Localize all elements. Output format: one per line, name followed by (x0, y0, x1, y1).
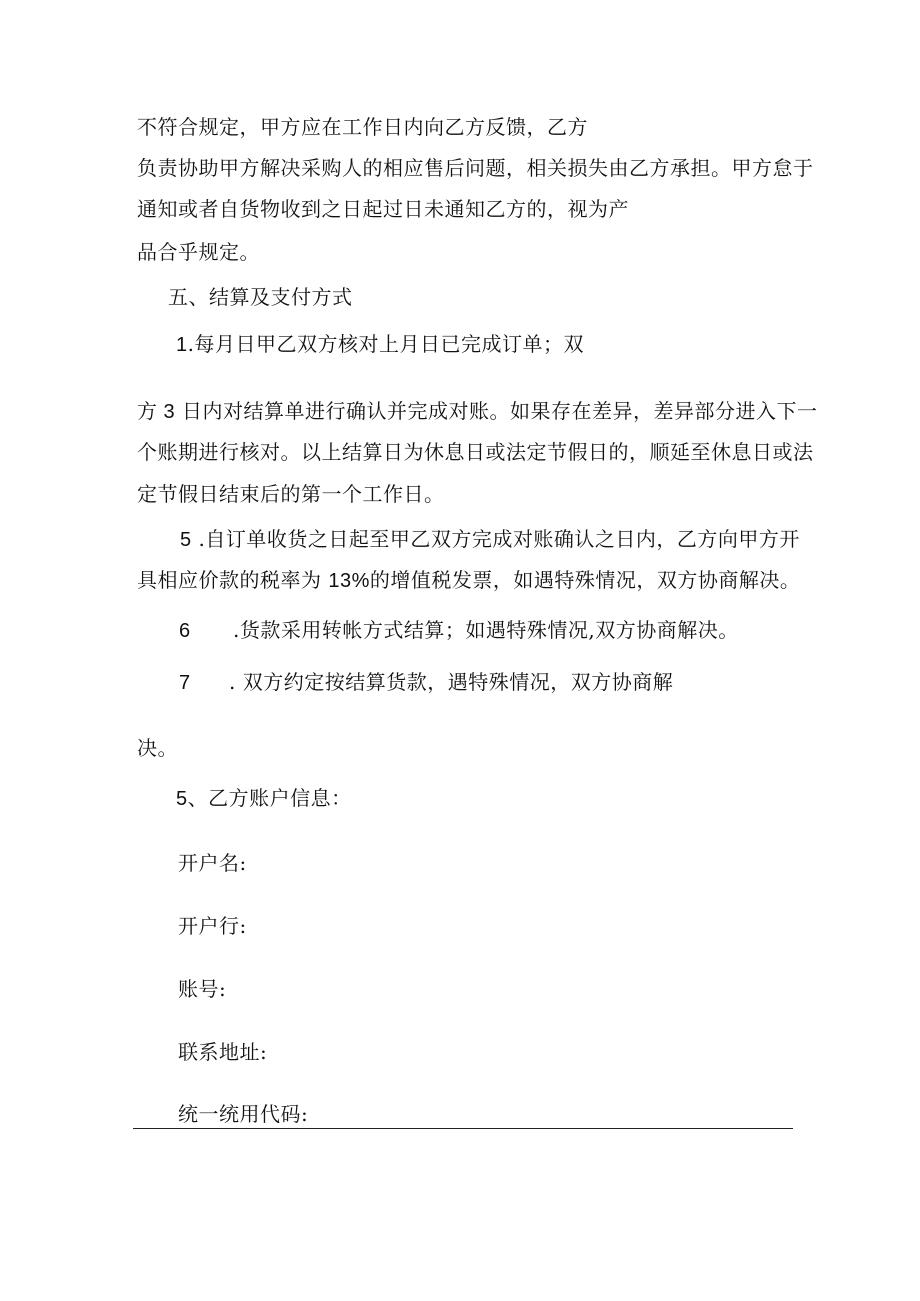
item-7-text: . 双方约定按结算货款，遇特殊情况，双方协商解 (229, 670, 674, 694)
bank-label: 开户行: (178, 914, 247, 938)
item-5-text: .自订单收货之日起至甲乙双方完成对账确认之日内，乙方向甲方开 (191, 527, 800, 551)
item-7-continuation: 决。 (137, 736, 178, 760)
footer-divider (133, 1128, 793, 1129)
account-number-label: 账号: (178, 977, 227, 1001)
address-label: 联系地址: (178, 1040, 268, 1064)
item-1-number: 1 (176, 334, 188, 356)
account-heading-number: 5 (176, 788, 188, 810)
item-5-line-2-post: 的增值税发票，如遇特殊情况，双方协商解决。 (369, 568, 801, 592)
paragraph-line-3: 通知或者自货物收到之日起过日未通知乙方的，视为产 (137, 197, 629, 221)
paragraph-line-4: 品合乎规定。 (137, 240, 260, 264)
item-1-line-2-text: 日内对结算单进行确认并完成对账。如果存在差异，差异部分进入下一 (175, 399, 818, 423)
paragraph-line-2: 负责协助甲方解决采购人的相应售后问题，相关损失由乙方承担。甲方怠于 (137, 156, 814, 180)
account-name-label: 开户名: (178, 851, 247, 875)
credit-code-label: 统一统用代码: (178, 1102, 309, 1126)
account-heading (176, 786, 352, 811)
item-7 (179, 670, 673, 695)
item-1-line-2-number: 方 3 (137, 401, 176, 423)
item-1-line-4: 定节假日结束后的第一个工作日。 (137, 482, 445, 506)
item-6-number: 6 (179, 620, 191, 642)
item-5-line-2-pre: 具相应价款的税率为 (137, 568, 329, 592)
item-5-line-1 (180, 527, 800, 552)
item-5-number: 5 (180, 529, 192, 551)
item-1-line-1 (176, 332, 584, 357)
paragraph-line-1: 不符合规定，甲方应在工作日内向乙方反馈，乙方 (137, 115, 588, 139)
account-heading-text: 、乙方账户信息： (187, 786, 352, 810)
item-5-line-2 (137, 568, 800, 593)
item-1-text: .每月日甲乙双方核对上月日已完成订单；双 (187, 332, 584, 356)
item-1-line-3: 个账期进行核对。以上结算日为休息日或法定节假日的，顺延至休息日或法 (137, 440, 814, 464)
item-6-text: .货款采用转帐方式结算；如遇特殊情况,双方协商解决。 (233, 618, 739, 642)
item-7-number: 7 (179, 672, 191, 694)
section-heading: 五、结算及支付方式 (168, 285, 353, 309)
item-1-line-2 (137, 399, 818, 424)
item-5-tax-rate: 13% (328, 570, 370, 592)
item-6 (179, 618, 739, 643)
